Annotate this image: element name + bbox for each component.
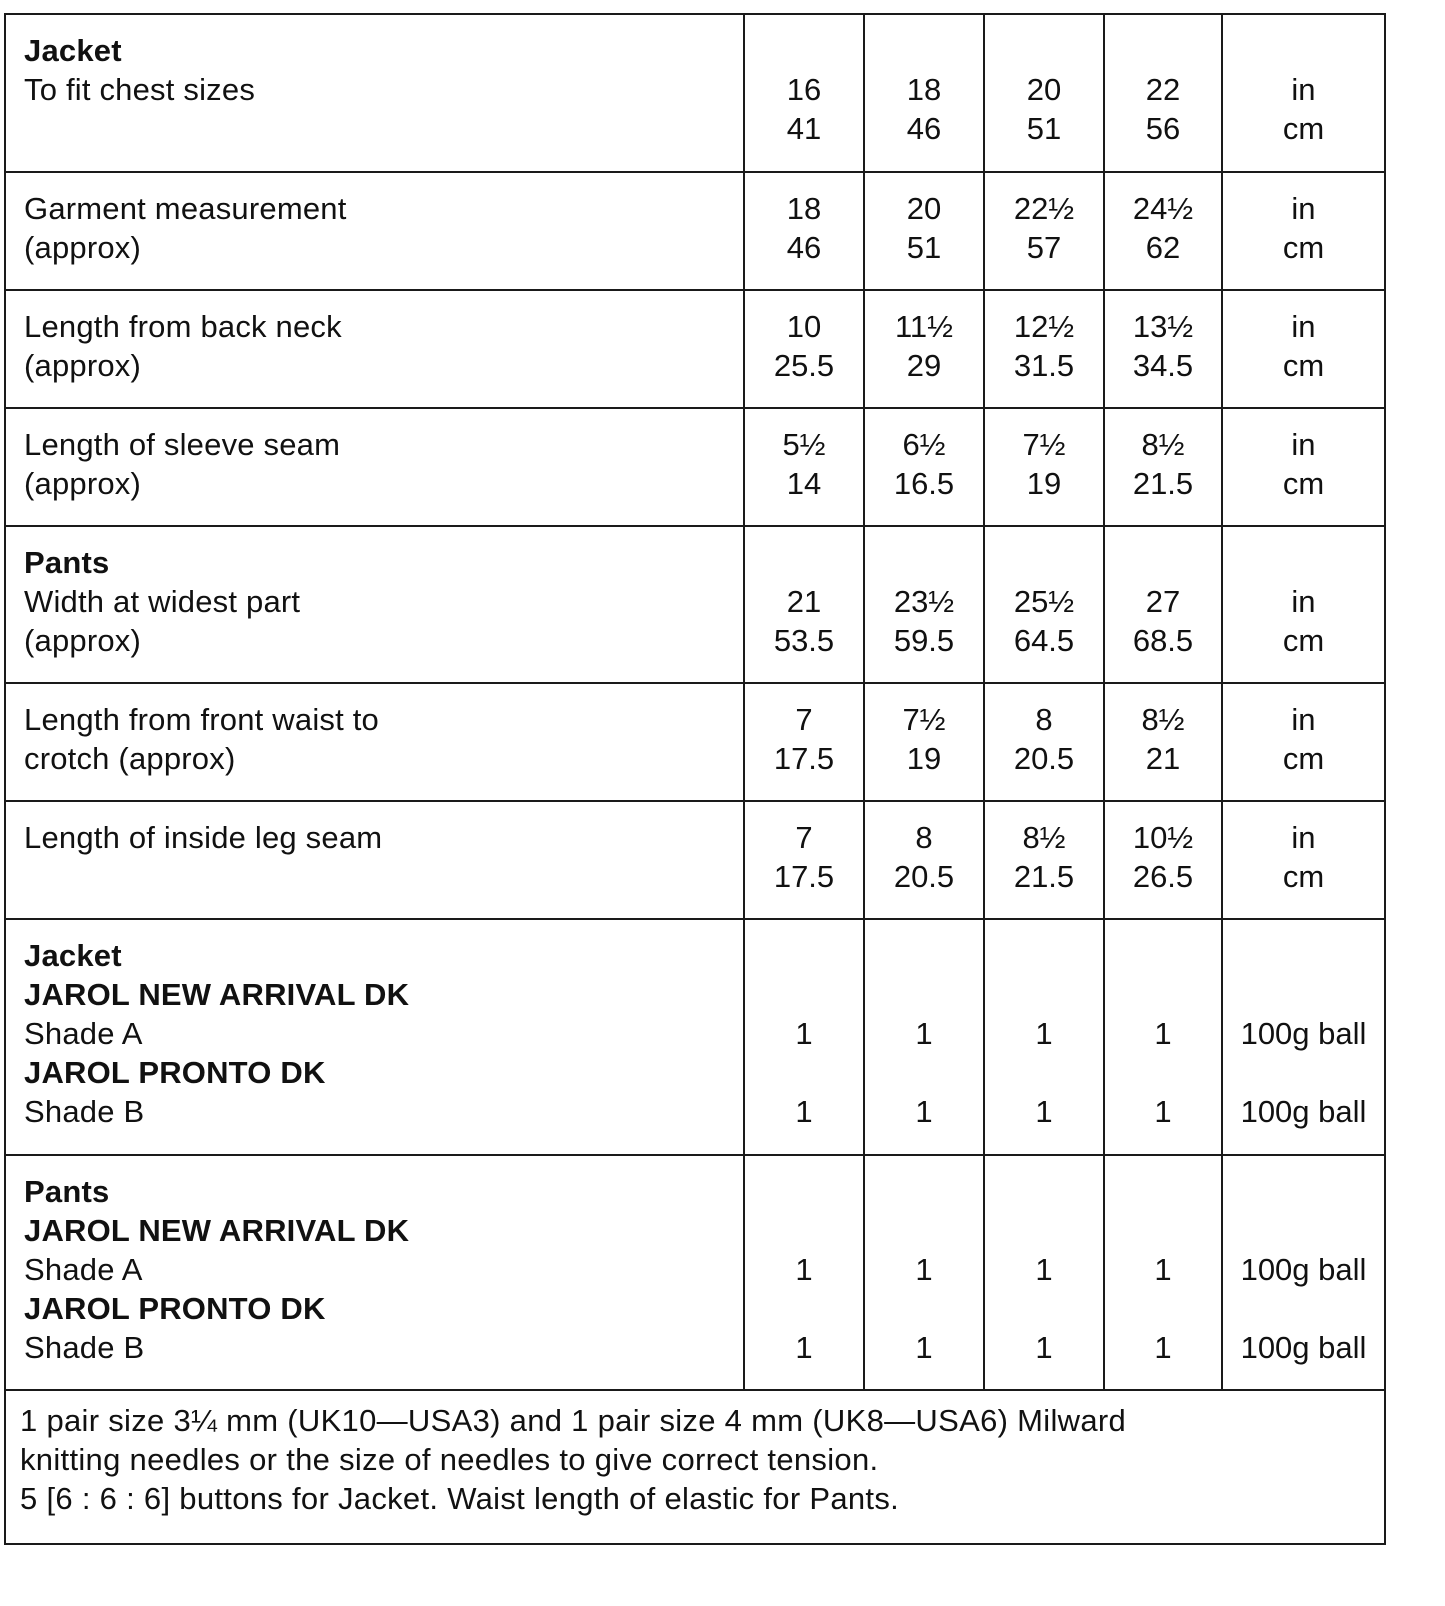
size-value-cell: [1104, 526, 1222, 683]
spacer: [745, 1289, 863, 1328]
size-value-cell: [1104, 801, 1222, 919]
value-cm: 21.5: [1132, 466, 1194, 501]
unit-cell: [1222, 526, 1384, 683]
yarn-name: JAROL NEW ARRIVAL DK: [24, 977, 410, 1012]
size-value-cell: [984, 172, 1104, 290]
value-in: 13½: [1132, 309, 1194, 344]
yarn-unit-cell: [1222, 919, 1384, 1155]
yarn-qty-cell: [1104, 919, 1222, 1155]
value-cm: 56: [1145, 111, 1181, 146]
size-value-cell: [984, 683, 1104, 801]
value-cm: 53.5: [773, 623, 835, 658]
row-label-cell: [6, 15, 744, 172]
value-in: 10½: [1132, 820, 1194, 855]
value-in: 12½: [1013, 309, 1075, 344]
value-in: 24½: [1132, 191, 1194, 226]
size-value-cell: [984, 801, 1104, 919]
yarn-label-cell: [6, 919, 744, 1155]
value-cm: 62: [1145, 230, 1181, 265]
row-label-line: Length from back neck: [24, 309, 342, 344]
unit-ball: 100g ball: [1240, 1252, 1367, 1287]
row-label-cell: [6, 683, 744, 801]
value-cm: 16.5: [893, 466, 955, 501]
value-in: 21: [786, 584, 822, 619]
qty-shade-b: 1: [795, 1094, 813, 1129]
qty-shade-a: 1: [1035, 1016, 1053, 1051]
size-value-cell: [864, 408, 984, 526]
value-in: 23½: [893, 584, 955, 619]
shade-label: Shade A: [24, 1016, 143, 1051]
row-label-line: (approx): [24, 623, 142, 658]
unit-cm: cm: [1282, 741, 1325, 776]
size-value-cell: [864, 801, 984, 919]
spacer: [745, 1053, 863, 1092]
qty-shade-b: 1: [1154, 1094, 1172, 1129]
unit-cm: cm: [1282, 348, 1325, 383]
row-label-line: crotch (approx): [24, 741, 236, 776]
qty-shade-b: 1: [1035, 1094, 1053, 1129]
size-value-cell: [1104, 408, 1222, 526]
qty-shade-a: 1: [1035, 1252, 1053, 1287]
group-heading: Jacket: [24, 938, 122, 973]
yarn-qty-cell: [744, 919, 864, 1155]
table-row: [6, 290, 1384, 408]
unit-cell: [1222, 15, 1384, 172]
yarn-label-cell: [6, 1155, 744, 1390]
spacer: [865, 1289, 983, 1328]
size-value-cell: [1104, 683, 1222, 801]
value-cm: 25.5: [773, 348, 835, 383]
value-in: 16: [786, 72, 822, 107]
notes-line: 1 pair size 3¼ mm (UK10—USA3) and 1 pair size 4 mm (UK8—USA6) Milward: [20, 1403, 1127, 1438]
value-in: 18: [906, 72, 942, 107]
size-value-cell: [864, 172, 984, 290]
unit-in: in: [1291, 820, 1316, 855]
value-cm: 51: [906, 230, 942, 265]
unit-ball: 100g ball: [1240, 1094, 1367, 1129]
value-in: 27: [1145, 584, 1181, 619]
value-cm: 51: [1026, 111, 1062, 146]
value-in: 7½: [1022, 427, 1066, 462]
value-cm: 17.5: [773, 859, 835, 894]
value-cm: 20.5: [893, 859, 955, 894]
yarn-unit-cell: [1222, 1155, 1384, 1390]
value-in: 7½: [902, 702, 946, 737]
size-value-cell: [744, 15, 864, 172]
value-cm: 20.5: [1013, 741, 1075, 776]
unit-cm: cm: [1282, 466, 1325, 501]
group-heading: Pants: [24, 545, 110, 580]
value-in: 7: [795, 702, 813, 737]
value-in: 7: [795, 820, 813, 855]
value-cm: 46: [906, 111, 942, 146]
value-in: 8½: [1022, 820, 1066, 855]
unit-cell: [1222, 683, 1384, 801]
row-label-line: Length from front waist to: [24, 702, 379, 737]
row-label-line: (approx): [24, 348, 142, 383]
unit-ball: 100g ball: [1240, 1330, 1367, 1365]
spacer: [1105, 1289, 1221, 1328]
yarn-row: [6, 919, 1384, 1155]
qty-shade-a: 1: [915, 1252, 933, 1287]
row-label-line: (approx): [24, 466, 142, 501]
value-in: 8½: [1141, 427, 1185, 462]
unit-cell: [1222, 172, 1384, 290]
qty-shade-b: 1: [1154, 1330, 1172, 1365]
group-heading: Pants: [24, 1174, 110, 1209]
unit-cm: cm: [1282, 859, 1325, 894]
value-cm: 59.5: [893, 623, 955, 658]
yarn-name: JAROL PRONTO DK: [24, 1055, 326, 1090]
row-label-cell: [6, 801, 744, 919]
qty-shade-a: 1: [915, 1016, 933, 1051]
row-label-cell: [6, 408, 744, 526]
table-row: [6, 801, 1384, 919]
row-label-line: To fit chest sizes: [24, 72, 256, 107]
value-cm: 57: [1026, 230, 1062, 265]
yarn-qty-cell: [744, 1155, 864, 1390]
table-row: [6, 408, 1384, 526]
row-label-cell: [6, 290, 744, 408]
spacer: [1223, 1053, 1384, 1092]
materials-notes: [6, 1387, 1384, 1518]
value-cm: 19: [1026, 466, 1062, 501]
value-cm: 29: [906, 348, 942, 383]
value-cm: 34.5: [1132, 348, 1194, 383]
value-in: 8½: [1141, 702, 1185, 737]
size-value-cell: [744, 801, 864, 919]
yarn-qty-cell: [984, 919, 1104, 1155]
spacer: [1105, 1053, 1221, 1092]
yarn-row: [6, 1155, 1384, 1390]
yarn-qty-cell: [1104, 1155, 1222, 1390]
value-cm: 21: [1145, 741, 1181, 776]
value-cm: 26.5: [1132, 859, 1194, 894]
qty-shade-b: 1: [915, 1094, 933, 1129]
yarn-qty-cell: [864, 919, 984, 1155]
row-label-line: Length of inside leg seam: [24, 820, 383, 855]
qty-shade-a: 1: [1154, 1016, 1172, 1051]
value-in: 6½: [902, 427, 946, 462]
unit-ball: 100g ball: [1240, 1016, 1367, 1051]
value-cm: 64.5: [1013, 623, 1075, 658]
table-row: [6, 15, 1384, 172]
spacer: [865, 1053, 983, 1092]
yarn-qty-cell: [864, 1155, 984, 1390]
unit-in: in: [1291, 191, 1316, 226]
unit-cm: cm: [1282, 623, 1325, 658]
qty-shade-b: 1: [1035, 1330, 1053, 1365]
value-cm: 19: [906, 741, 942, 776]
unit-cm: cm: [1282, 230, 1325, 265]
unit-in: in: [1291, 584, 1316, 619]
yarn-qty-cell: [984, 1155, 1104, 1390]
qty-shade-a: 1: [795, 1016, 813, 1051]
size-value-cell: [984, 290, 1104, 408]
table-row: [6, 683, 1384, 801]
yarn-name: JAROL NEW ARRIVAL DK: [24, 1213, 410, 1248]
unit-cm: cm: [1282, 111, 1325, 146]
size-value-cell: [864, 290, 984, 408]
row-label-line: (approx): [24, 230, 142, 265]
qty-shade-a: 1: [795, 1252, 813, 1287]
value-cm: 41: [786, 111, 822, 146]
value-cm: 14: [786, 466, 822, 501]
row-label-line: Width at widest part: [24, 584, 301, 619]
unit-cell: [1222, 801, 1384, 919]
value-in: 8: [1035, 702, 1053, 737]
size-value-cell: [864, 526, 984, 683]
unit-cell: [1222, 408, 1384, 526]
size-value-cell: [744, 683, 864, 801]
table-row: [6, 172, 1384, 290]
spacer: [985, 1053, 1103, 1092]
size-value-cell: [744, 290, 864, 408]
shade-label: Shade A: [24, 1252, 143, 1287]
value-in: 22½: [1013, 191, 1075, 226]
unit-in: in: [1291, 72, 1316, 107]
size-value-cell: [744, 172, 864, 290]
value-cm: 31.5: [1013, 348, 1075, 383]
size-value-cell: [1104, 290, 1222, 408]
qty-shade-b: 1: [795, 1330, 813, 1365]
value-in: 11½: [894, 309, 954, 344]
value-in: 8: [915, 820, 933, 855]
value-in: 20: [1026, 72, 1062, 107]
unit-in: in: [1291, 702, 1316, 737]
value-cm: 17.5: [773, 741, 835, 776]
value-in: 22: [1145, 72, 1181, 107]
spacer: [985, 1289, 1103, 1328]
yarn-name: JAROL PRONTO DK: [24, 1291, 326, 1326]
table-row: [6, 526, 1384, 683]
qty-shade-b: 1: [915, 1330, 933, 1365]
qty-shade-a: 1: [1154, 1252, 1172, 1287]
size-value-cell: [984, 408, 1104, 526]
row-label-cell: [6, 172, 744, 290]
shade-label: Shade B: [24, 1094, 145, 1129]
notes-line: knitting needles or the size of needles to give correct tension.: [20, 1442, 879, 1477]
size-value-cell: [1104, 172, 1222, 290]
value-cm: 68.5: [1132, 623, 1194, 658]
measurement-table: [6, 15, 1384, 1391]
unit-in: in: [1291, 309, 1316, 344]
value-in: 20: [906, 191, 942, 226]
group-heading: Jacket: [24, 33, 122, 68]
row-label-cell: [6, 526, 744, 683]
size-value-cell: [864, 683, 984, 801]
unit-cell: [1222, 290, 1384, 408]
value-cm: 46: [786, 230, 822, 265]
size-value-cell: [984, 15, 1104, 172]
shade-label: Shade B: [24, 1330, 145, 1365]
unit-in: in: [1291, 427, 1316, 462]
size-value-cell: [864, 15, 984, 172]
value-in: 18: [786, 191, 822, 226]
notes-line: 5 [6 : 6 : 6] buttons for Jacket. Waist length of elastic for Pants.: [20, 1481, 900, 1516]
value-in: 10: [786, 309, 822, 344]
value-cm: 21.5: [1013, 859, 1075, 894]
size-value-cell: [744, 408, 864, 526]
size-value-cell: [1104, 15, 1222, 172]
row-label-line: Length of sleeve seam: [24, 427, 341, 462]
size-chart-sheet: [4, 13, 1386, 1545]
value-in: 25½: [1013, 584, 1075, 619]
size-value-cell: [744, 526, 864, 683]
value-in: 5½: [782, 427, 826, 462]
row-label-line: Garment measurement: [24, 191, 347, 226]
spacer: [1223, 1289, 1384, 1328]
size-value-cell: [984, 526, 1104, 683]
